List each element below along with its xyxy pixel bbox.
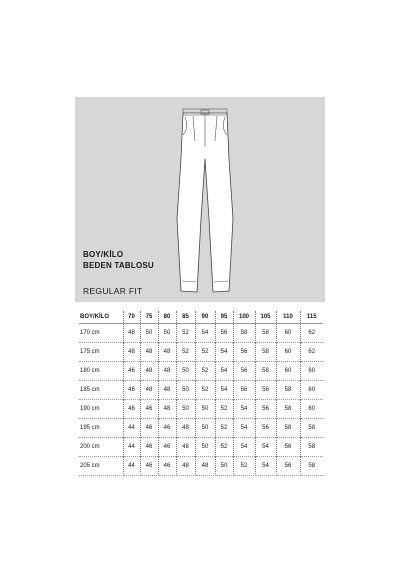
size-cell: 56 — [233, 381, 255, 400]
table-row — [79, 381, 323, 400]
size-cell: 60 — [276, 324, 300, 343]
size-cell: 48 — [176, 438, 195, 457]
size-cell: 44 — [123, 457, 140, 476]
size-cell: 46 — [140, 438, 158, 457]
table-row — [79, 457, 323, 476]
size-cell: 46 — [158, 419, 176, 438]
size-cell: 52 — [195, 381, 215, 400]
weight-header: 70 — [123, 311, 140, 324]
size-cell: 58 — [233, 324, 255, 343]
size-cell: 60 — [276, 343, 300, 362]
size-cell: 52 — [176, 324, 195, 343]
size-cell: 58 — [276, 419, 300, 438]
size-cell: 56 — [255, 419, 276, 438]
size-cell: 52 — [215, 400, 233, 419]
size-cell: 50 — [195, 438, 215, 457]
height-label: 190 cm — [79, 400, 123, 419]
size-cell: 48 — [158, 381, 176, 400]
header-row — [79, 311, 323, 324]
size-cell: 46 — [123, 362, 140, 381]
size-cell: 46 — [158, 457, 176, 476]
size-cell: 62 — [300, 343, 323, 362]
table-row — [79, 438, 323, 457]
size-cell: 58 — [255, 362, 276, 381]
size-cell: 62 — [300, 324, 323, 343]
size-cell: 44 — [123, 419, 140, 438]
size-cell: 48 — [140, 381, 158, 400]
size-cell: 50 — [158, 324, 176, 343]
size-cell: 54 — [255, 457, 276, 476]
size-cell: 48 — [176, 457, 195, 476]
size-cell: 48 — [158, 400, 176, 419]
size-cell: 50 — [195, 419, 215, 438]
size-cell: 50 — [140, 324, 158, 343]
weight-header: 95 — [215, 311, 233, 324]
size-cell: 58 — [300, 419, 323, 438]
table-row — [79, 362, 323, 381]
weight-header: 105 — [255, 311, 276, 324]
size-table — [79, 311, 323, 476]
weight-header: 90 — [195, 311, 215, 324]
size-cell: 48 — [158, 362, 176, 381]
size-cell: 48 — [176, 419, 195, 438]
size-cell: 52 — [195, 343, 215, 362]
size-cell: 54 — [233, 419, 255, 438]
size-cell: 58 — [276, 381, 300, 400]
height-label: 195 cm — [79, 419, 123, 438]
size-cell: 46 — [123, 381, 140, 400]
size-cell: 48 — [123, 343, 140, 362]
table-row — [79, 419, 323, 438]
weight-header: 80 — [158, 311, 176, 324]
height-label: 200 cm — [79, 438, 123, 457]
height-label: 175 cm — [79, 343, 123, 362]
weight-header: 85 — [176, 311, 195, 324]
height-label: 170 cm — [79, 324, 123, 343]
size-cell: 58 — [255, 324, 276, 343]
size-cell: 60 — [300, 362, 323, 381]
size-cell: 58 — [276, 400, 300, 419]
size-cell: 56 — [255, 400, 276, 419]
weight-header: 100 — [233, 311, 255, 324]
size-cell: 52 — [215, 419, 233, 438]
size-cell: 50 — [215, 457, 233, 476]
size-cell: 46 — [140, 457, 158, 476]
size-cell: 46 — [158, 438, 176, 457]
size-cell: 56 — [276, 438, 300, 457]
size-cell: 48 — [140, 343, 158, 362]
size-cell: 46 — [140, 419, 158, 438]
size-cell: 56 — [215, 324, 233, 343]
size-cell: 52 — [176, 343, 195, 362]
size-cell: 48 — [195, 457, 215, 476]
height-label: 205 cm — [79, 457, 123, 476]
size-cell: 56 — [276, 457, 300, 476]
table-row — [79, 400, 323, 419]
size-cell: 54 — [215, 343, 233, 362]
size-cell: 48 — [123, 324, 140, 343]
size-cell: 50 — [176, 381, 195, 400]
size-chart-title — [83, 249, 154, 271]
size-cell: 46 — [123, 400, 140, 419]
table-row — [79, 324, 323, 343]
size-cell: 60 — [300, 381, 323, 400]
size-cell: 56 — [233, 362, 255, 381]
size-cell: 54 — [233, 438, 255, 457]
size-cell: 52 — [215, 438, 233, 457]
size-cell: 52 — [195, 362, 215, 381]
size-cell: 50 — [176, 362, 195, 381]
table-row — [79, 343, 323, 362]
height-label: 185 cm — [79, 381, 123, 400]
size-cell: 50 — [195, 400, 215, 419]
size-cell: 58 — [255, 343, 276, 362]
size-cell: 46 — [140, 400, 158, 419]
corner-label: BOY/KİLO — [79, 311, 123, 324]
size-cell: 56 — [255, 381, 276, 400]
weight-header: 75 — [140, 311, 158, 324]
trousers-icon — [169, 99, 241, 295]
size-cell: 54 — [195, 324, 215, 343]
size-cell: 48 — [140, 362, 158, 381]
weight-header: 115 — [300, 311, 323, 324]
size-cell: 58 — [300, 438, 323, 457]
size-cell: 54 — [215, 362, 233, 381]
size-cell: 48 — [158, 343, 176, 362]
weight-header: 110 — [276, 311, 300, 324]
size-cell: 54 — [233, 400, 255, 419]
size-cell: 60 — [300, 400, 323, 419]
size-cell: 54 — [215, 381, 233, 400]
size-cell: 60 — [276, 362, 300, 381]
size-cell: 52 — [233, 457, 255, 476]
fit-label: REGULAR FIT — [83, 286, 143, 296]
size-cell: 50 — [176, 400, 195, 419]
size-cell: 56 — [233, 343, 255, 362]
size-cell: 44 — [123, 438, 140, 457]
size-cell: 58 — [300, 457, 323, 476]
title-line-1: BOY/KİLO — [83, 250, 124, 259]
height-label: 180 cm — [79, 362, 123, 381]
product-panel — [75, 97, 325, 302]
title-line-2: BEDEN TABLOSU — [83, 261, 154, 270]
size-cell: 54 — [255, 438, 276, 457]
